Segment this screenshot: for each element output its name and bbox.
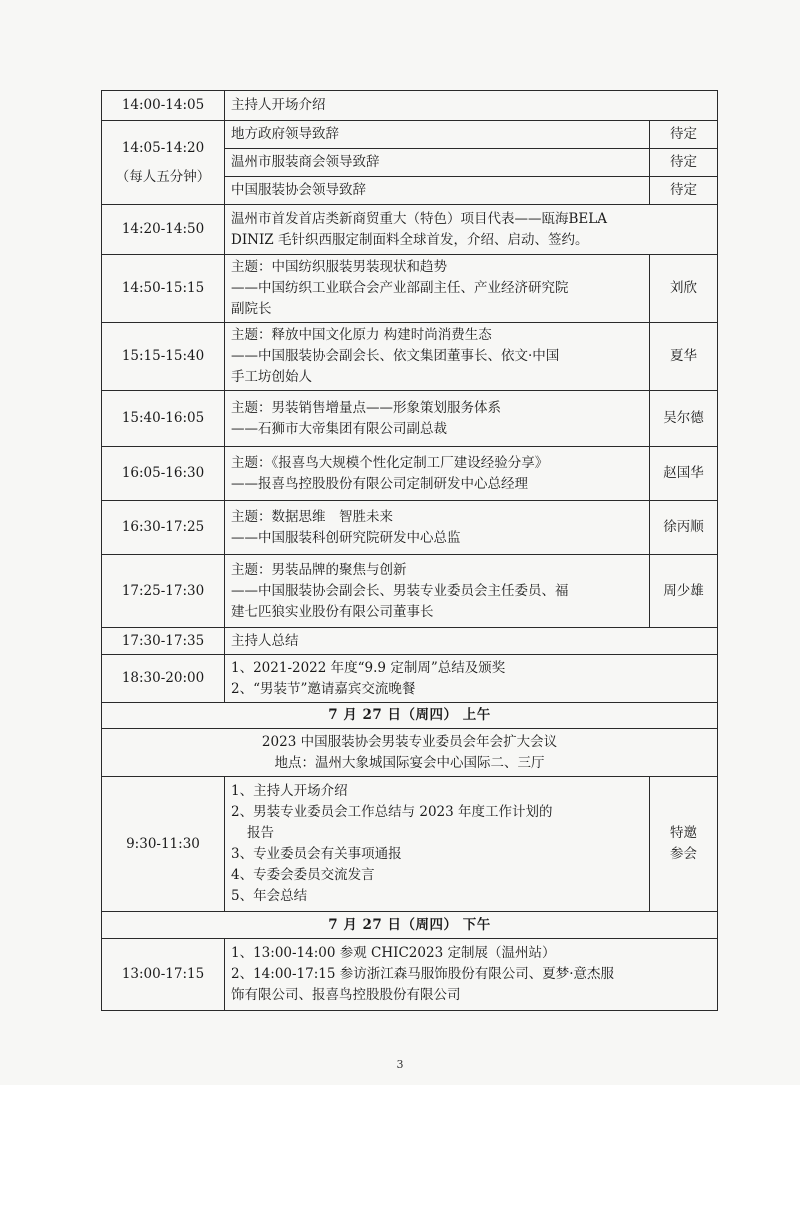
meeting-title: 2023 中国服装协会男装专业委员会年会扩大会议 (261, 733, 558, 750)
time-cell: 15:40-16:05 (102, 391, 225, 447)
day-header-afternoon: 7 月 27 日（周四） 下午 (102, 912, 718, 939)
time-cell: 14:00-14:05 (102, 91, 225, 121)
time-cell: 18:30-20:00 (102, 655, 225, 703)
desc-cell (225, 205, 718, 255)
speaker-cell: 刘欣 (650, 255, 718, 323)
topic-detail: ——中国服装协会副会长、依文集团董事长、依文·中国 (231, 348, 560, 364)
agenda-item: 2、男装专业委员会工作总结与 2023 年度工作计划的 (231, 804, 553, 820)
table-row (102, 555, 718, 628)
speaker-cell: 周少雄 (650, 555, 718, 628)
table-row (102, 255, 718, 323)
speaker-cell: 夏华 (650, 323, 718, 391)
time-range: 14:05-14:20 (121, 139, 205, 156)
table-row (102, 628, 718, 655)
topic-detail: 手工坊创始人 (231, 369, 312, 385)
attendees-line: 参会 (670, 846, 697, 862)
desc-cell (225, 655, 718, 703)
desc-line: 2、14:00-17:15 参访浙江森马服饰股份有限公司、夏梦·意杰服 (231, 966, 615, 982)
table-row (102, 939, 718, 1011)
desc-line: 1、13:00-14:00 参观 CHIC2023 定制展（温州站） (231, 945, 556, 961)
time-cell: 13:00-17:15 (102, 939, 225, 1011)
meeting-header (102, 729, 718, 777)
desc-cell (225, 939, 718, 1011)
desc-line: 温州市首发首店类新商贸重大（特色）项目代表——瓯海BELA (231, 210, 607, 227)
page-number: 3 (396, 1058, 404, 1071)
topic-cell (225, 323, 650, 391)
topic-cell (225, 447, 650, 501)
table-row (102, 777, 718, 912)
topic-detail: 建七匹狼实业股份有限公司董事长 (231, 603, 434, 620)
topic-title: 主题：男装品牌的聚焦与创新 (231, 561, 407, 578)
meeting-header-row (102, 729, 718, 777)
table-row (102, 501, 718, 555)
attendees-cell (650, 777, 718, 912)
topic-detail: ——石狮市大帝集团有限公司副总裁 (231, 420, 447, 437)
table-row (102, 205, 718, 255)
topic-detail: ——中国纺织工业联合会产业部副主任、产业经济研究院 (231, 280, 569, 296)
topic-title: 主题：男装销售增量点——形象策划服务体系 (231, 399, 501, 416)
time-cell: 14:50-15:15 (102, 255, 225, 323)
table-row (102, 391, 718, 447)
table-row (102, 121, 718, 149)
time-cell (102, 121, 225, 205)
day-header-row (102, 912, 718, 939)
speaker-cell: 徐丙顺 (650, 501, 718, 555)
time-cell: 14:20-14:50 (102, 205, 225, 255)
topic-title: 主题：中国纺织服装男装现状和趋势 (231, 259, 447, 275)
time-cell: 17:30-17:35 (102, 628, 225, 655)
topic-cell (225, 391, 650, 447)
time-cell: 17:25-17:30 (102, 555, 225, 628)
topic-detail: ——中国服装协会副会长、男装专业委员会主任委员、福 (231, 582, 569, 599)
agenda-item: 1、主持人开场介绍 (231, 783, 348, 799)
desc-cell: 主持人开场介绍 (225, 91, 718, 121)
speaker-cell: 赵国华 (650, 447, 718, 501)
speaker-cell: 吴尔德 (650, 391, 718, 447)
desc-cell: 地方政府领导致辞 (225, 121, 650, 149)
attendees-line: 特邀 (670, 825, 697, 841)
topic-detail: ——中国服装科创研究院研发中心总监 (231, 529, 461, 546)
time-cell: 16:05-16:30 (102, 447, 225, 501)
topic-detail: 副院长 (231, 301, 272, 317)
topic-cell (225, 501, 650, 555)
topic-title: 主题：数据思维 智胜未来 (231, 508, 393, 525)
speaker-cell: 待定 (650, 149, 718, 177)
table-row (102, 91, 718, 121)
desc-line: DINIZ 毛针织西服定制面料全球首发，介绍、启动、签约。 (231, 231, 589, 248)
desc-line: 饰有限公司、报喜鸟控股股份有限公司 (231, 987, 461, 1003)
day-header-row (102, 703, 718, 729)
desc-cell: 主持人总结 (225, 628, 718, 655)
topic-cell (225, 555, 650, 628)
agenda-item: 3、专业委员会有关事项通报 (231, 846, 402, 862)
time-note: （每人五分钟） (115, 168, 211, 185)
desc-line: 1、2021-2022 年度“9.9 定制周”总结及颁奖 (231, 659, 506, 676)
desc-cell: 中国服装协会领导致辞 (225, 177, 650, 205)
agenda-item: 4、专委会委员交流发言 (231, 867, 375, 883)
time-cell: 15:15-15:40 (102, 323, 225, 391)
speaker-cell: 待定 (650, 177, 718, 205)
table-row (102, 447, 718, 501)
speaker-cell: 待定 (650, 121, 718, 149)
agenda-cell (225, 777, 650, 912)
topic-cell (225, 255, 650, 323)
desc-line: 2、“男装节”邀请嘉宾交流晚餐 (231, 680, 416, 697)
topic-title: 主题：《报喜鸟大规模个性化定制工厂建设经验分享》 (231, 454, 549, 471)
time-cell: 9:30-11:30 (102, 777, 225, 912)
day-header-morning: 7 月 27 日（周四） 上午 (102, 703, 718, 729)
meeting-location: 地点：温州大象城国际宴会中心国际二、三厅 (274, 754, 545, 771)
topic-detail: ——报喜鸟控股股份有限公司定制研发中心总经理 (231, 475, 528, 492)
table-row (102, 323, 718, 391)
agenda-item-cont: 报告 (247, 825, 274, 841)
desc-cell: 温州市服装商会领导致辞 (225, 149, 650, 177)
schedule-table (101, 90, 718, 1011)
time-cell: 16:30-17:25 (102, 501, 225, 555)
agenda-item: 5、年会总结 (231, 888, 308, 904)
topic-title: 主题：释放中国文化原力 构建时尚消费生态 (231, 327, 492, 343)
table-row (102, 655, 718, 703)
